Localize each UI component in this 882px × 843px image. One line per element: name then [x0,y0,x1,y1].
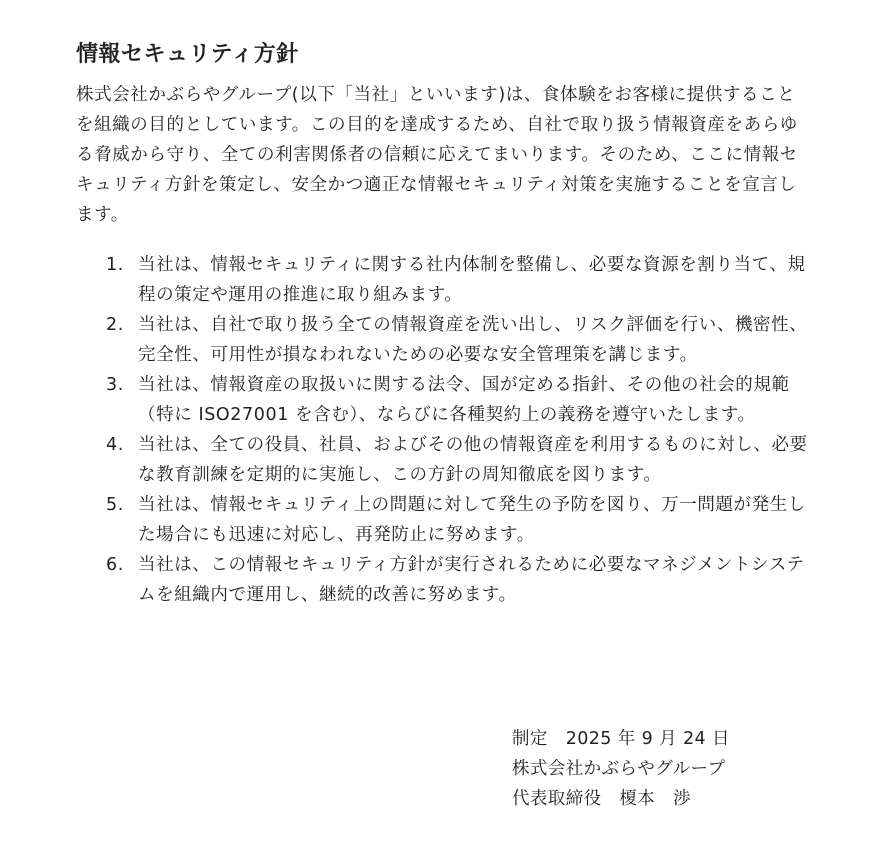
policy-list [76,250,808,610]
policy-text: 当社は、情報資産の取扱いに関する法令、国が定める指針、その他の社会的規範（特に ISO27001 を含む）、ならびに各種契約上の義務を遵守いたします。 [138,375,790,425]
signature-block [512,724,730,814]
policy-number: 6. [106,555,124,575]
intro-paragraph: 株式会社かぶらやグループ(以下「当社」といいます)は、食体験をお客様に提供することを組織の目的としています。この目的を達成するため、自社で取り扱う情報資産をあらゆる脅威から守り、全ての利害関係者の信頼に応えてまいります。そのため、ここに情報セキュリティ方針を策定し、安全かつ適正な情報セキュリティ対策を実施することを宣言します。 [76,85,798,225]
page-title: 情報セキュリティ方針 [76,42,299,67]
policy-number: 3. [106,375,124,395]
policy-text: 当社は、この情報セキュリティ方針が実行されるために必要なマネジメントシステムを組織内で運用し、継続的改善に努めます。 [138,555,805,605]
policy-item-4 [76,430,808,490]
policy-number: 2. [106,315,124,335]
policy-text: 当社は、自社で取り扱う全ての情報資産を洗い出し、リスク評価を行い、機密性、完全性、可用性が損なわれないための必要な安全管理策を講じます。 [138,315,808,365]
representative-name: 代表取締役 榎本 渉 [512,789,691,809]
company-name: 株式会社かぶらやグループ [512,759,726,779]
policy-item-3 [76,370,808,430]
policy-document [76,40,808,610]
policy-number: 1. [106,255,124,275]
enacted-date: 制定 2025 年 9 月 24 日 [512,729,730,749]
policy-text: 当社は、情報セキュリティに関する社内体制を整備し、必要な資源を割り当て、規程の策定や運用の推進に取り組みます。 [138,255,806,305]
policy-number: 4. [106,435,124,455]
policy-text: 当社は、全ての役員、社員、およびその他の情報資産を利用するものに対し、必要な教育訓練を定期的に実施し、この方針の周知徹底を図ります。 [138,435,808,485]
policy-number: 5. [106,495,124,515]
policy-item-5 [76,490,808,550]
policy-item-1 [76,250,808,310]
policy-item-6 [76,550,808,610]
policy-item-2 [76,310,808,370]
policy-text: 当社は、情報セキュリティ上の問題に対して発生の予防を図り、万一問題が発生した場合にも迅速に対応し、再発防止に努めます。 [138,495,806,545]
